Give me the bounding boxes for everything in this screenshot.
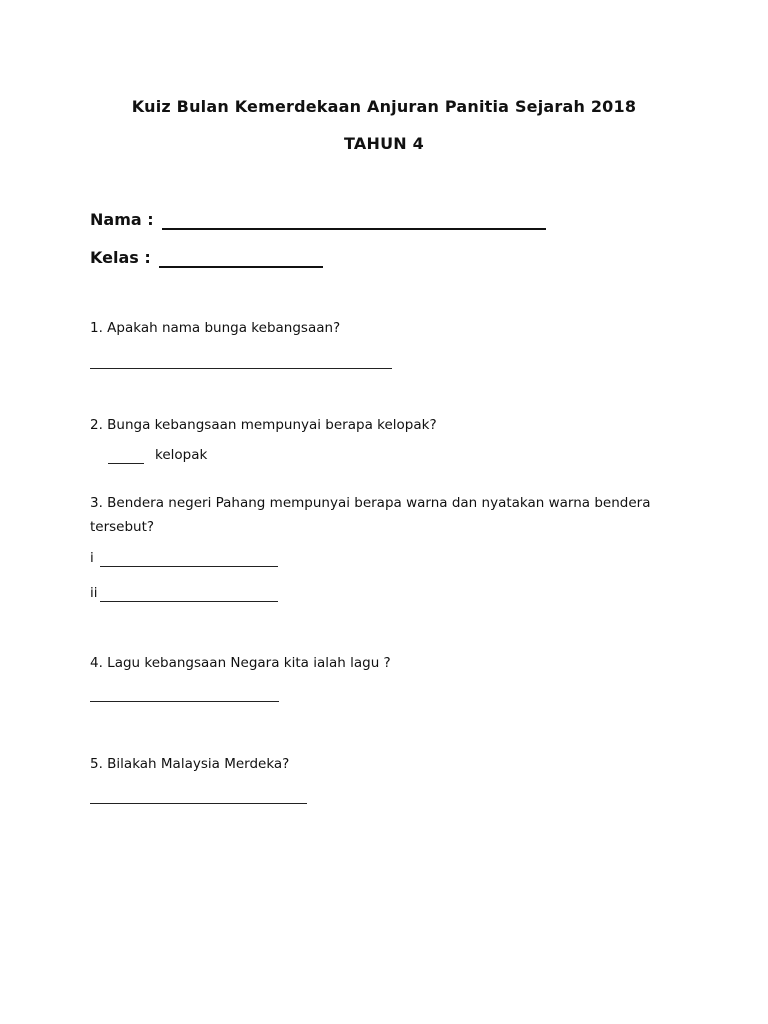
question-1: 1. Apakah nama bunga kebangsaan?	[90, 320, 341, 336]
question-5: 5. Bilakah Malaysia Merdeka?	[90, 756, 290, 772]
class-field	[90, 248, 151, 267]
question-3-item-i-answer-line[interactable]	[100, 566, 278, 567]
name-field	[90, 210, 154, 229]
question-4-answer-line[interactable]	[90, 701, 279, 702]
document-subtitle: TAHUN 4	[344, 134, 424, 153]
question-3: 3. Bendera negeri Pahang mempunyai berapa warna dan nyatakan warna bendera tersebut?	[90, 495, 651, 535]
name-label: Nama :	[90, 210, 154, 229]
question-1-answer-line[interactable]	[90, 368, 392, 369]
question-2-unit: kelopak	[155, 447, 208, 463]
question-4: 4. Lagu kebangsaan Negara kita ialah lagu ?	[90, 655, 391, 671]
class-answer-line[interactable]	[159, 266, 323, 268]
question-2: 2. Bunga kebangsaan mempunyai berapa kelopak?	[90, 417, 437, 433]
question-3-item-ii-answer-line[interactable]	[100, 601, 278, 602]
question-3-item-ii-number: ii	[90, 585, 98, 601]
question-3-item-i-number: i	[90, 550, 94, 566]
class-label: Kelas :	[90, 248, 151, 267]
name-answer-line[interactable]	[162, 228, 546, 230]
question-2-answer-line[interactable]	[108, 463, 144, 464]
question-5-answer-line[interactable]	[90, 803, 307, 804]
document-title: Kuiz Bulan Kemerdekaan Anjuran Panitia Sejarah 2018	[131, 97, 637, 116]
